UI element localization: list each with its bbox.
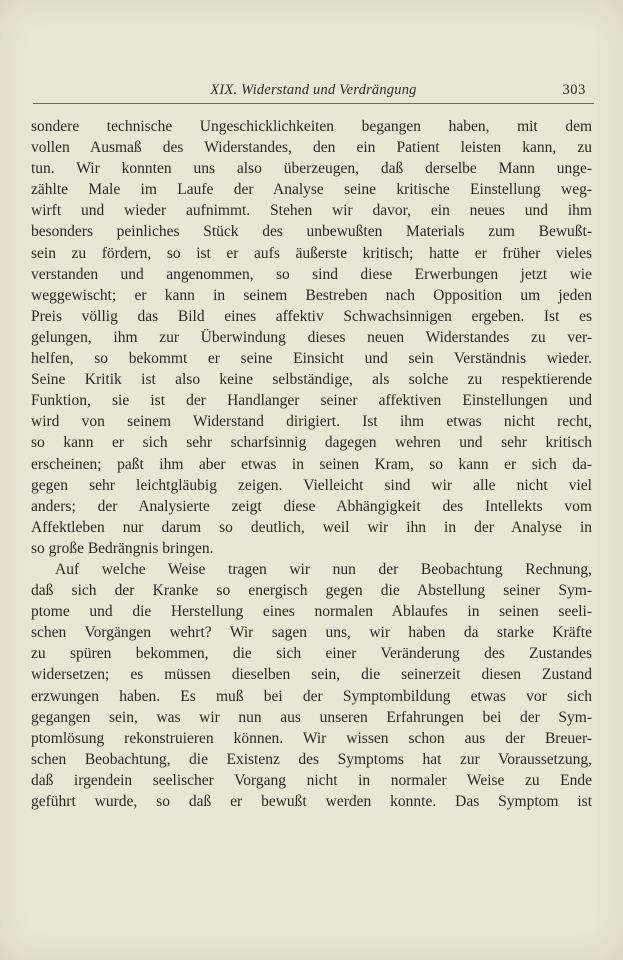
text-line: zählte Male im Laufe der Analyse seine kritische Einstellung weg- bbox=[31, 181, 592, 199]
text-line: erscheinen; paßt ihm aber etwas in seinen Kram, so kann er sich da- bbox=[31, 455, 592, 473]
text-line: Affektleben nur darum so deutlich, weil wir ihn in der Analyse in bbox=[31, 518, 592, 536]
text-line: gegangen sein, was wir nun aus unseren Erfahrungen bei der Sym- bbox=[31, 708, 592, 726]
text-line: vollen Ausmaß des Widerstandes, den ein Patient leisten kann, zu bbox=[31, 139, 592, 157]
header-rule bbox=[33, 103, 594, 104]
text-line: weggewischt; er kann in seinem Bestreben nach Opposition um jeden bbox=[31, 286, 592, 304]
text-line: so kann er sich sehr scharfsinnig dagegen wehren und sehr kritisch bbox=[31, 434, 592, 452]
text-line: daß sich der Kranke so energisch gegen die Abstellung seiner Sym- bbox=[31, 582, 592, 600]
text-line: gelungen, ihm zur Überwindung dieses neuen Widerstandes zu ver- bbox=[31, 328, 592, 346]
text-line: Seine Kritik ist also keine selbständige, als solche zu respektierende bbox=[31, 371, 592, 389]
text-line: sein zu fördern, so ist er aufs äußerste kritisch; hatte er früher vieles bbox=[31, 244, 592, 262]
text-line: sondere technische Ungeschicklichkeiten begangen haben, mit dem bbox=[31, 118, 592, 135]
text-line: anders; der Analysierte zeigt diese Abhängigkeit des Intellekts vom bbox=[31, 497, 592, 515]
text-line: wirft und wieder aufnimmt. Stehen wir davor, ein neues und ihm bbox=[31, 202, 592, 220]
text-line: verstanden und angenommen, so sind diese Erwerbungen jetzt wie bbox=[31, 265, 592, 283]
text-line: Funktion, sie ist der Handlanger seiner affektiven Einstellungen und bbox=[31, 392, 592, 410]
text-line: Preis völlig das Bild eines affektiv Schwachsinnigen ergeben. Ist es bbox=[31, 307, 592, 325]
text-line: wird von seinem Widerstand dirigiert. Ist ihm etwas nicht recht, bbox=[31, 413, 592, 431]
text-line: geführt wurde, so daß er bewußt werden konnte. Das Symptom ist bbox=[31, 793, 592, 810]
text-line: ptomlösung rekonstruieren können. Wir wissen schon aus der Breuer- bbox=[31, 729, 592, 747]
text-line: daß irgendein seelischer Vorgang nicht in normaler Weise zu Ende bbox=[31, 771, 592, 789]
text-line: widersetzen; es müssen dieselben sein, die seinerzeit diesen Zustand bbox=[31, 666, 592, 684]
text-line: tun. Wir konnten uns also überzeugen, daß derselbe Mann unge- bbox=[31, 160, 592, 178]
text-line: schen Beobachtung, die Existenz des Symptoms hat zur Voraussetzung, bbox=[31, 750, 592, 768]
text-line: erzwungen haben. Es muß bei der Symptombildung etwas vor sich bbox=[31, 687, 592, 705]
text-line: schen Vorgängen wehrt? Wir sagen uns, wir haben da starke Kräfte bbox=[31, 624, 592, 642]
paragraph-end-line: so große Bedrängnis bringen. bbox=[31, 539, 214, 557]
text-line: helfen, so bekommt er seine Einsicht und sein Verständnis wieder. bbox=[31, 350, 592, 368]
running-header bbox=[33, 79, 594, 103]
paragraph-start-line: Auf welche Weise tragen wir nun der Beobachtung Rechnung, bbox=[55, 560, 592, 578]
chapter-title: XIX. Widerstand und Verdrängung bbox=[210, 82, 417, 98]
text-line: zu spüren bekommen, die sich einer Veränderung des Zustandes bbox=[31, 645, 592, 663]
body-text bbox=[31, 116, 592, 812]
text-line: gegen sehr leichtgläubig zeigen. Vielleicht sind wir alle nicht viel bbox=[31, 476, 592, 494]
text-line: besonders peinliches Stück des unbewußten Materials zum Bewußt- bbox=[31, 223, 592, 241]
page-number: 303 bbox=[562, 82, 586, 98]
text-line: ptome und die Herstellung eines normalen Ablaufes in seinen seeli- bbox=[31, 603, 592, 621]
